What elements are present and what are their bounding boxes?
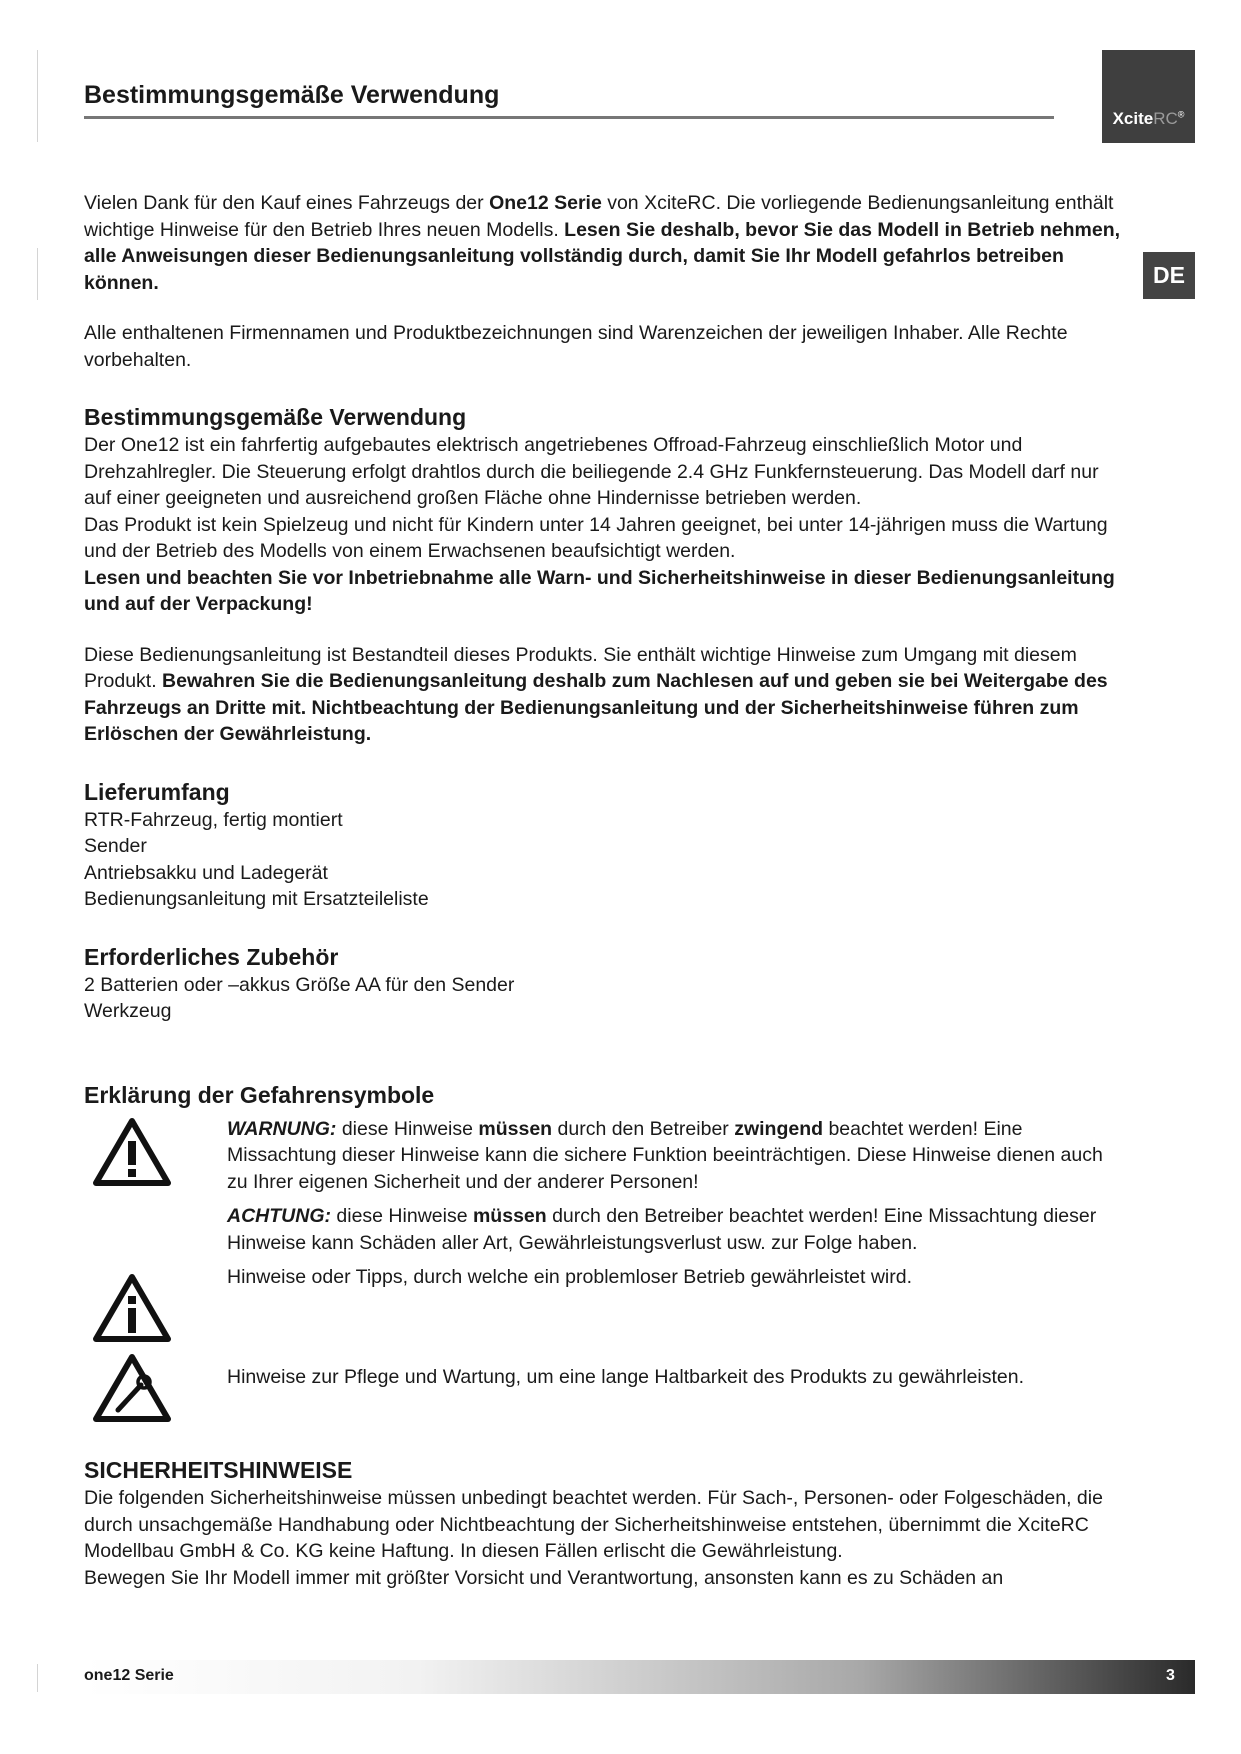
brand-logo-text: [1113, 109, 1185, 129]
left-edge-line-bottom: [37, 1664, 38, 1692]
warning-paragraph: [227, 1116, 1124, 1196]
symbols-heading: Erklärung der Gefahrensymbole: [84, 1081, 435, 1108]
warning-text-d: beachtet werden! Eine Missachtung dieser Hinweise kann die sichere Funktion beeinträchtigen. Diese Hinweise dienen auch zu Ihrer eigenen Sicherheit und der anderer Personen!: [227, 1117, 1103, 1193]
logo-part2: RC: [1153, 109, 1178, 128]
warning-text-a: diese Hinweise: [336, 1117, 479, 1140]
caution-bold: müssen: [472, 1205, 547, 1227]
usage-paragraph-2: Das Produkt ist kein Spielzeug und nicht für Kindern unter 14 Jahren geeignet, bei unter 14-jährigen muss die Wartung und der Betrieb des Modells von einem Erwachsenen beaufsichtigt werden.: [84, 513, 1108, 562]
delivery-heading: Lieferumfang: [84, 778, 230, 805]
usage-paragraph-1: Der One12 ist ein fahrfertig aufgebautes elektrisch angetriebenes Offroad-Fahrzeug einschließlich Motor und Drehzahlregler. Die Steuerung erfolgt drahtlos durch die beiliegende 2.4 GHz Funkfernsteuerung. Das Modell darf nur auf einer geeigneten und ausreichend großen Fläche ohne Hindernisse betrieben werden.: [84, 434, 1099, 509]
caution-label: ACHTUNG:: [227, 1205, 331, 1227]
warning-bold-1: müssen: [478, 1117, 553, 1140]
brand-logo: [1102, 50, 1195, 143]
info-icon: [92, 1272, 172, 1344]
warning-symbol-row: [84, 1116, 1124, 1196]
intro-series: One12 Serie: [489, 192, 602, 214]
maintenance-symbol-row: [84, 1352, 1124, 1456]
wrench-icon: [92, 1352, 172, 1424]
maintenance-paragraph: Hinweise zur Pflege und Wartung, um eine lange Haltbarkeit des Produkts zu gewährleisten.: [227, 1366, 1025, 1388]
delivery-item: Bedienungsanleitung mit Ersatzteileliste: [84, 888, 429, 910]
usage-p4-text: Diese Bedienungsanleitung ist Bestandteil dieses Produkts. Sie enthält wichtige Hinweise zum Umgang mit diesem Produkt.: [84, 643, 1077, 692]
logo-part1: Xcite: [1112, 109, 1154, 128]
warning-text-c: durch den Betreiber: [552, 1117, 735, 1140]
accessory-item: Werkzeug: [84, 1000, 172, 1022]
safety-paragraph-2: Bewegen Sie Ihr Modell immer mit größter Vorsicht und Verantwortung, ansonsten kann es zu Schäden an: [84, 1566, 1004, 1589]
intro-text-b: von XciteRC. Die vorliegende Bedienungsanleitung enthält wichtige Hinweise für den Betrieb Ihres neuen Modells.: [84, 192, 1114, 241]
caution-symbol-row: [84, 1203, 1124, 1256]
info-symbol-row: [84, 1264, 1124, 1352]
usage-paragraph-4: [84, 642, 1124, 748]
intro-text-a: Vielen Dank für den Kauf eines Fahrzeugs der: [84, 192, 490, 214]
page-content: [84, 190, 1124, 1591]
trademark-paragraph: Alle enthaltenen Firmennamen und Produktbezeichnungen sind Warenzeichen der jeweiligen Inhaber. Alle Rechte vorbehalten.: [84, 322, 1068, 371]
usage-p4-bold: Bewahren Sie die Bedienungsanleitung deshalb zum Nachlesen auf und geben sie bei Weitergabe des Fahrzeugs an Dritte mit. Nichtbeachtung der Bedienungsanleitung und der Sicherheitshinweise führen zum Erlöschen der Gewährleistung.: [84, 670, 1108, 745]
warning-icon-cell: [84, 1116, 227, 1188]
maintenance-icon-cell: [84, 1352, 227, 1424]
page-header: [84, 80, 1054, 119]
info-icon-cell: [84, 1264, 227, 1344]
intro-paragraph: [84, 190, 1124, 296]
info-text-cell: [227, 1264, 1124, 1291]
footer-bar: [84, 1660, 1195, 1694]
caution-text-cell: [227, 1203, 1124, 1256]
warning-bold-2: zwingend: [734, 1117, 824, 1140]
safety-paragraph-1: Die folgenden Sicherheitshinweise müssen unbedingt beachtet werden. Für Sach-, Personen- oder Folgeschäden, die durch unsachgemäße Handhabung oder Nichtbeachtung der Sicherheitshinweise entstehen, übernimmt die XciteRC Modellbau GmbH & Co. KG keine Haftung. In diesen Fällen erlischt die Gewährleistung.: [84, 1487, 1103, 1562]
delivery-item: Antriebsakku und Ladegerät: [84, 861, 328, 884]
accessory-item: 2 Batterien oder –akkus Größe AA für den Sender: [84, 973, 515, 996]
intro-bold: Lesen Sie deshalb, bevor Sie das Modell in Betrieb nehmen, alle Anweisungen dieser Bedienungsanleitung vollständig durch, damit Sie Ihr Modell gefahrlos betreiben können.: [84, 218, 1121, 294]
accessories-heading: Erforderliches Zubehör: [84, 943, 339, 970]
left-edge-line-mid: [37, 248, 38, 300]
usage-heading: Bestimmungsgemäße Verwendung: [84, 404, 467, 430]
page-number: 3: [1166, 1667, 1175, 1684]
maintenance-text-cell: [227, 1352, 1124, 1391]
language-tab: DE: [1143, 252, 1195, 299]
caution-paragraph: [227, 1203, 1124, 1256]
left-edge-line-top: [37, 50, 38, 142]
delivery-item: Sender: [84, 835, 147, 857]
logo-mark: ®: [1177, 109, 1185, 120]
caution-text-c: durch den Betreiber beachtet werden! Eine Missachtung dieser Hinweise kann Schäden aller Art, Gewährleistungsverlust usw. zur Folge haben.: [227, 1205, 1097, 1254]
footer-series-name: one12 Serie: [84, 1667, 174, 1684]
warning-exclamation-icon: [92, 1116, 172, 1188]
caution-text-a: diese Hinweise: [330, 1205, 473, 1227]
page-title: Bestimmungsgemäße Verwendung: [84, 80, 1054, 119]
warning-label: WARNUNG:: [227, 1117, 337, 1140]
info-paragraph: Hinweise oder Tipps, durch welche ein problemloser Betrieb gewährleistet wird.: [227, 1266, 912, 1288]
delivery-item: RTR-Fahrzeug, fertig montiert: [84, 808, 343, 831]
warning-text-cell: [227, 1116, 1124, 1196]
safety-heading: SICHERHEITSHINWEISE: [84, 1457, 353, 1483]
usage-warning-bold: Lesen und beachten Sie vor Inbetriebnahme alle Warn- und Sicherheitshinweise in dieser Bedienungsanleitung und auf der Verpackung!: [84, 566, 1115, 615]
